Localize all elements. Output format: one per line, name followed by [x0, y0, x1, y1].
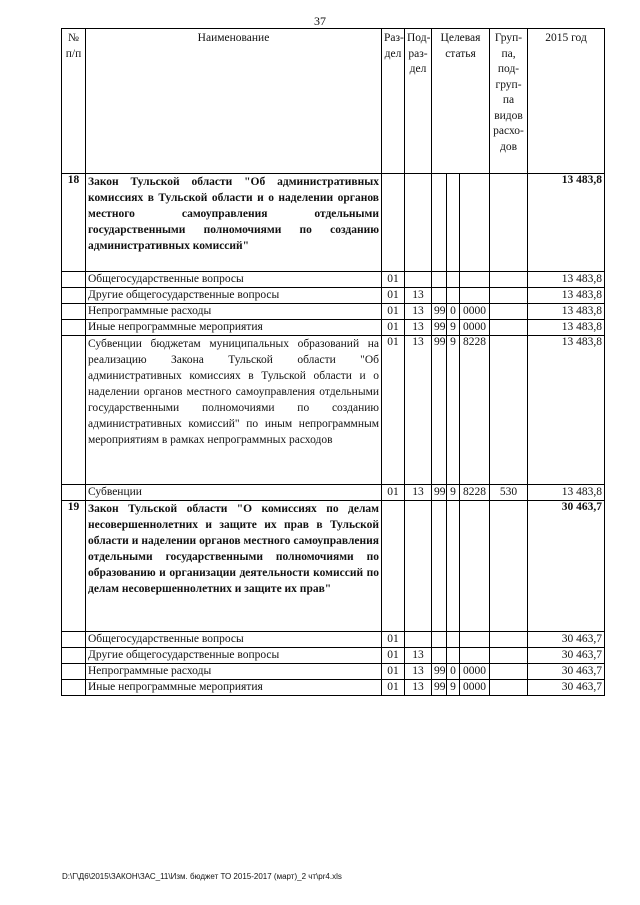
row-amount: 13 483,8	[528, 304, 605, 320]
row-name: Субвенции	[86, 485, 382, 501]
row-name: Другие общегосударственные вопросы	[86, 648, 382, 664]
row-amount: 13 483,8	[528, 272, 605, 288]
law-number: 18	[62, 174, 86, 272]
table-row: Непрограммные расходы 01 13 99 0 0000 13 483,8	[62, 304, 605, 320]
header-num: № п/п	[62, 29, 86, 174]
table-row: Другие общегосударственные вопросы 01 13 13 483,8	[62, 288, 605, 304]
row-name: Другие общегосударственные вопросы	[86, 288, 382, 304]
law-number: 19	[62, 501, 86, 632]
table-row: Другие общегосударственные вопросы 01 13 30 463,7	[62, 648, 605, 664]
law-amount: 13 483,8	[528, 174, 605, 272]
row-section: 01	[382, 485, 405, 501]
row-name: Иные непрограммные мероприятия	[86, 320, 382, 336]
law-row	[62, 174, 605, 272]
row-name: Иные непрограммные мероприятия	[86, 680, 382, 696]
table-row	[62, 272, 605, 288]
row-name: Субвенции бюджетам муниципальных образований на реализацию Закона Тульской области "Об административных комиссиях в Тульской области и о наделении органов местного самоуправления отдельными государственными полномочиями по созданию административных комиссий" по иным непрограммным мероприятиям в рамках непрограммных расходов	[86, 336, 382, 485]
row-name: Непрограммные расходы	[86, 664, 382, 680]
row-section: 01	[382, 664, 405, 680]
row-amount: 30 463,7	[528, 648, 605, 664]
header-group: Груп-па, под-груп-па видов расхо-дов	[490, 29, 528, 174]
row-section: 01	[382, 336, 405, 485]
row-amount: 30 463,7	[528, 632, 605, 648]
row-amount: 13 483,8	[528, 320, 605, 336]
table-row: Непрограммные расходы 01 13 99 0 0000 30 463,7	[62, 664, 605, 680]
header-year: 2015 год	[528, 29, 605, 174]
law-amount: 30 463,7	[528, 501, 605, 632]
table-row: Субвенции бюджетам муниципальных образований на реализацию Закона Тульской области "Об административных комиссиях в Тульской области и о наделении органов местного самоуправления отдельными государственными полномочиями по созданию административных комиссий" по иным непрограммным мероприятиям в рамках непрограммных расходов 01 13 99 9 8228 13 483,8	[62, 336, 605, 485]
row-section: 01	[382, 632, 405, 648]
page-number: 37	[314, 14, 326, 28]
row-amount: 13 483,8	[528, 288, 605, 304]
table-row	[62, 632, 605, 648]
row-amount: 30 463,7	[528, 680, 605, 696]
header-target: Целевая статья	[432, 29, 490, 174]
row-section: 01	[382, 272, 405, 288]
budget-table	[61, 28, 605, 696]
law-title: Закон Тульской области "Об административных комиссиях в Тульской области и о наделении органов местного самоуправления отдельными государственными полномочиями по созданию административных комиссий"	[86, 174, 382, 272]
file-path-footer: D:\Г\Д6\2015\ЗАКОН\ЗАС_11\Изм. бюджет ТО 2015-2017 (март)_2 чт\pr4.xls	[62, 872, 342, 881]
table-row: Иные непрограммные мероприятия 01 13 99 9 0000 30 463,7	[62, 680, 605, 696]
row-amount: 13 483,8	[528, 336, 605, 485]
table-row: Иные непрограммные мероприятия 01 13 99 9 0000 13 483,8	[62, 320, 605, 336]
header-name: Наименование	[86, 29, 382, 174]
header-row	[62, 29, 605, 174]
row-section: 01	[382, 648, 405, 664]
header-subsection: Под-раз-дел	[405, 29, 432, 174]
row-name: Общегосударственные вопросы	[86, 272, 382, 288]
row-amount: 30 463,7	[528, 664, 605, 680]
row-section: 01	[382, 304, 405, 320]
row-name: Общегосударственные вопросы	[86, 632, 382, 648]
row-section: 01	[382, 288, 405, 304]
row-section: 01	[382, 320, 405, 336]
header-section: Раз-дел	[382, 29, 405, 174]
row-name: Непрограммные расходы	[86, 304, 382, 320]
row-amount: 13 483,8	[528, 485, 605, 501]
table-row: Субвенции 01 13 99 9 8228 530 13 483,8	[62, 485, 605, 501]
law-title: Закон Тульской области "О комиссиях по делам несовершеннолетних и защите их прав в Тульской области и наделении органов местного самоуправления отдельными государственными полномочиями по образованию и организации деятельности комиссий по делам несовершеннолетних и защите их прав"	[86, 501, 382, 632]
row-section: 01	[382, 680, 405, 696]
law-row	[62, 501, 605, 632]
